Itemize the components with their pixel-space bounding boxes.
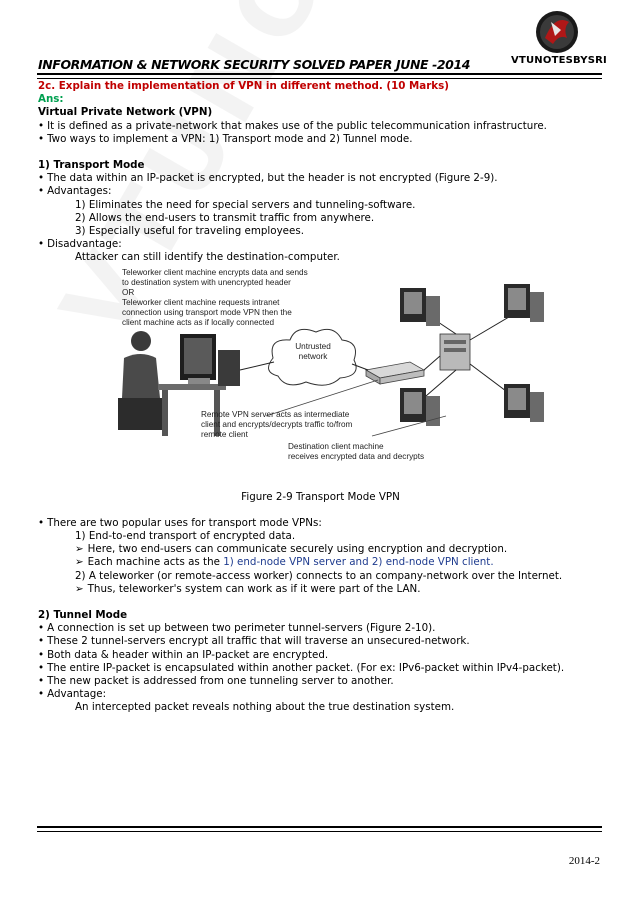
document-body (38, 80, 603, 715)
use-subitem (38, 556, 603, 569)
advantage-item: 3) Especially useful for traveling employees. (75, 225, 304, 238)
server-icon (400, 388, 440, 426)
question-text: 2c. Explain the implementation of VPN in different method. (10 Marks) (38, 80, 449, 92)
use-subitem-prefix: Each machine acts as the (87, 556, 224, 569)
disadvantage-item: Attacker can still identify the destination-computer. (75, 251, 340, 264)
switch-icon (440, 334, 470, 370)
tunnel-advantage-label: • Advantage: (38, 688, 603, 701)
tunnel-bullet: • These 2 tunnel-servers encrypt all traffic that will traverse an unsecured-network. (38, 635, 603, 648)
cloud-label: Untrusted network (295, 341, 331, 361)
tunnel-advantage-item: An intercepted packet reveals nothing about the true destination system. (75, 701, 455, 714)
use-subitem: ➢ Thus, teleworker's system can work as if it were part of the LAN. (38, 583, 603, 596)
figure-note-top: Teleworker client machine encrypts data and sends to destination system with unencrypted header OR Teleworker client machine requests intranet connection using transport mode VPN then the client machine acts as if locally connected (122, 267, 308, 327)
logo-text: VTUNOTESBYSRI (511, 55, 607, 66)
tunnel-bullet: • Both data & header within an IP-packet are encrypted. (38, 649, 603, 662)
tunnel-bullet: • The entire IP-packet is encapsulated within another packet. (For ex: IPv6-packet within IPv4-packet). (38, 662, 603, 675)
client-computer-icon (180, 334, 240, 386)
page-header-title: INFORMATION & NETWORK SECURITY SOLVED PAPER JUNE -2014 (38, 57, 471, 72)
answer-label: Ans: (38, 93, 64, 106)
uses-intro: • There are two popular uses for transport mode VPNs: (38, 517, 603, 530)
advantages-label: • Advantages: (38, 185, 603, 198)
vpn-bullet: • Two ways to implement a VPN: 1) Transport mode and 2) Tunnel mode. (38, 133, 603, 146)
advantage-item: 2) Allows the end-users to transmit traffic from anywhere. (75, 211, 375, 224)
server-icon (504, 384, 544, 422)
use-subitem-roles: 1) end-node VPN server and 2) end-node VPN client. (223, 556, 494, 569)
tunnel-heading: 2) Tunnel Mode (38, 609, 128, 622)
transport-heading: 1) Transport Mode (38, 159, 145, 172)
footer-rule (37, 826, 602, 832)
page-number: 2014-2 (568, 855, 600, 867)
advantage-item: 1) Eliminates the need for special servers and tunneling-software. (75, 198, 416, 211)
figure-caption: Figure 2-9 Transport Mode VPN (241, 490, 400, 503)
server-icon (400, 288, 440, 326)
header-rule (37, 73, 602, 79)
use-subitem: ➢ Here, two end-users can communicate securely using encryption and decryption. (38, 543, 603, 556)
vpn-bullet: • It is defined as a private-network that makes use of the public telecommunication infrastructure. (38, 120, 603, 133)
vpn-heading: Virtual Private Network (VPN) (38, 106, 213, 119)
use-item: 1) End-to-end transport of encrypted data. (75, 530, 296, 543)
use-item: 2) A teleworker (or remote-access worker) connects to an company-network over the Internet. (75, 569, 563, 582)
transport-mode-figure (38, 266, 603, 488)
tunnel-bullet: • A connection is set up between two perimeter tunnel-servers (Figure 2-10). (38, 622, 603, 635)
figure-note-bottom: Destination client machine receives encrypted data and decrypts (288, 441, 425, 461)
figure-note-middle: Remote VPN server acts as intermediate client and encrypts/decrypts traffic to/from remote client (201, 409, 353, 439)
transport-bullet: • The data within an IP-packet is encrypted, but the header is not encrypted (Figure 2-9). (38, 172, 603, 185)
tunnel-bullet: • The new packet is addressed from one tunneling server to another. (38, 675, 603, 688)
disadvantage-label: • Disadvantage: (38, 238, 603, 251)
server-icon (504, 284, 544, 322)
